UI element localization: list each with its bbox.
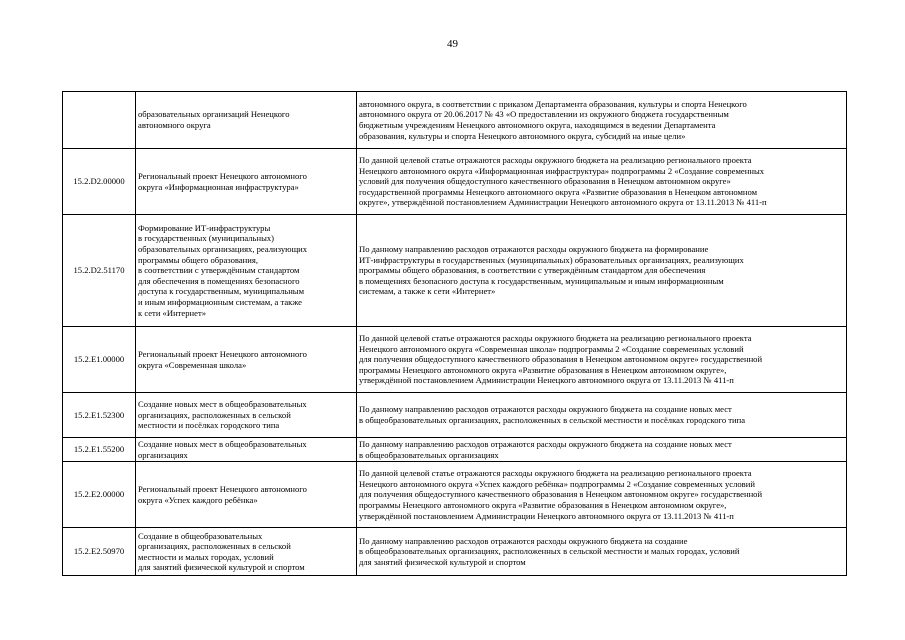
- page-number: 49: [447, 38, 458, 50]
- article-description: [357, 215, 847, 327]
- article-name: [136, 215, 357, 327]
- article-description-line: ИТ-инфраструктуры в государственных (муниципальных) образовательных организациях, реализующих: [359, 254, 744, 265]
- article-description-line: в общеобразовательных организациях, расположенных в сельской местности и посёлках городского типа: [359, 415, 746, 425]
- table-row: [63, 438, 847, 462]
- article-description-line: для получения общедоступного качественного образования в Ненецком автономном округе» государственной: [359, 354, 763, 365]
- article-name-line: доступа к государственным, муниципальным: [138, 286, 305, 297]
- article-description-line: образования, культуры и спорта Ненецкого автономного округа, субсидий на иные цели»: [359, 130, 686, 141]
- article-description-line: утверждённой постановлением Администрации Ненецкого автономного округа от 13.11.2013 № 411-п: [359, 375, 734, 386]
- target-article-code: [63, 92, 136, 149]
- article-name-line: образовательных организациях, реализующих: [138, 244, 308, 255]
- article-description-line: По данной целевой статье отражаются расходы окружного бюджета на реализацию регионального проекта: [359, 155, 752, 166]
- article-name-line: местности и малых городах, условий: [138, 551, 274, 562]
- article-name-line: организациях, расположенных в сельской: [138, 541, 291, 552]
- article-description-line: бюджетным учреждениям Ненецкого автономного округа, находящимся в ведении Департамента: [359, 120, 716, 130]
- article-description-line: для получения общедоступного качественного образования в Ненецком автономном округе» государственной: [359, 489, 763, 500]
- article-description-line: округе», утверждённой постановлением Администрации Ненецкого автономного округа от 13.11.2013 № 411-п: [359, 197, 767, 208]
- article-description-line: По данному направлению расходов отражаются расходы окружного бюджета на создание: [359, 535, 688, 546]
- article-description-line: Ненецкого автономного округа «Современная школа» подпрограммы 2 «Создание современных условий: [359, 343, 744, 354]
- article-name-line: Создание новых мест в общеобразовательных: [138, 439, 307, 449]
- article-description-line: утверждённой постановлением Администрации Ненецкого автономного округа от 13.11.2013 № 411-п: [359, 510, 734, 521]
- article-name-line: в соответствии с утверждённым стандартом: [138, 265, 300, 276]
- article-name-line: Создание в общеобразовательных: [138, 530, 263, 541]
- table-row: [63, 215, 847, 327]
- article-name: [136, 149, 357, 215]
- article-description-line: условий для получения общедоступного качественного образования в Ненецком автономном округе»: [359, 176, 731, 187]
- article-description-line: По данному направлению расходов отражаются расходы окружного бюджета на формирование: [359, 244, 709, 255]
- article-name-line: округа «Информационная инфраструктура»: [138, 181, 299, 192]
- article-description-line: Ненецкого автономного округа «Информационная инфраструктура» подпрограммы 2 «Создание современных: [359, 165, 765, 176]
- article-description: [357, 528, 847, 576]
- article-name-line: в государственных (муниципальных): [138, 233, 274, 244]
- article-name: [136, 92, 357, 149]
- article-description-line: автономного округа, в соответствии с приказом Департамента образования, культуры и спорта Ненецкого: [359, 98, 747, 109]
- table-row: [63, 462, 847, 528]
- article-name-line: округа «Современная школа»: [138, 359, 247, 370]
- article-description-line: в общеобразовательных организациях, расположенных в сельской местности и малых городах, условий: [359, 546, 740, 557]
- article-description-line: государственной программы Ненецкого автономного округа «Развитие образования в Ненецком автономном: [359, 186, 758, 197]
- article-name-line: округа «Успех каждого ребёнка»: [138, 494, 258, 505]
- article-description-line: для занятий физической культурой и спортом: [359, 556, 526, 567]
- table-row: [63, 92, 847, 149]
- article-description-line: По данному направлению расходов отражаются расходы окружного бюджета на создание новых мест: [359, 439, 732, 449]
- article-name-line: местности и посёлках городского типа: [138, 420, 280, 431]
- article-name-line: организациях, расположенных в сельской: [138, 409, 291, 420]
- article-name-line: для обеспечения в помещениях безопасного: [138, 275, 300, 286]
- article-description-line: По данному направлению расходов отражаются расходы окружного бюджета на создание новых мест: [359, 404, 732, 415]
- article-description: [357, 438, 847, 462]
- table-row: [63, 327, 847, 393]
- article-name-line: Региональный проект Ненецкого автономного: [138, 170, 307, 181]
- article-name-line: для занятий физической культурой и спортом: [138, 562, 305, 573]
- article-name-line: программы общего образования,: [138, 254, 258, 265]
- article-description-line: программы Ненецкого автономного округа «Развитие образования в Ненецком автономном округе»,: [359, 364, 727, 375]
- article-description: [357, 462, 847, 528]
- article-description-line: системам, а также к сети «Интернет»: [359, 286, 496, 297]
- article-name: [136, 438, 357, 462]
- article-description-line: автономного округа от 20.06.2017 № 43 «О предоставлении из окружного бюджета государственным: [359, 109, 729, 120]
- table-row: [63, 528, 847, 576]
- article-description: [357, 149, 847, 215]
- target-article-code: 15.2.E2.50970: [63, 528, 136, 576]
- article-name: [136, 393, 357, 438]
- article-description-line: программы общего образования, в соответствии с утверждённым стандартом для обеспечения: [359, 265, 706, 276]
- article-name: [136, 462, 357, 528]
- article-name: [136, 327, 357, 393]
- target-article-code: 15.2.E1.55200: [63, 438, 136, 462]
- article-name-line: Создание новых мест в общеобразовательных: [138, 399, 307, 410]
- article-description: [357, 92, 847, 149]
- target-article-code: 15.2.D2.51170: [63, 215, 136, 327]
- target-article-code: 15.2.E1.00000: [63, 327, 136, 393]
- article-description-line: в общеобразовательных организациях: [359, 449, 499, 460]
- article-description-line: По данной целевой статье отражаются расходы окружного бюджета на реализацию регионального проекта: [359, 333, 752, 344]
- article-name-line: Формирование ИТ-инфраструктуры: [138, 222, 271, 233]
- article-name-line: Региональный проект Ненецкого автономного: [138, 484, 307, 495]
- article-name-line: организациях: [138, 449, 188, 460]
- target-article-code: 15.2.D2.00000: [63, 149, 136, 215]
- table-row: [63, 393, 847, 438]
- article-description: [357, 327, 847, 393]
- article-description-line: программы Ненецкого автономного округа «Развитие образования в Ненецком автономном округе»,: [359, 499, 727, 510]
- article-description-line: в помещениях безопасного доступа к государственным, муниципальным и иным информационным: [359, 275, 724, 286]
- article-name-line: к сети «Интернет»: [138, 307, 206, 318]
- article-name: [136, 528, 357, 576]
- article-name-line: образовательных организаций Ненецкого: [138, 109, 290, 120]
- article-description: [357, 393, 847, 438]
- table-row: [63, 149, 847, 215]
- target-article-code: 15.2.E1.52300: [63, 393, 136, 438]
- article-description-line: Ненецкого автономного округа «Успех каждого ребёнка» подпрограммы 2 «Создание современных условий: [359, 478, 755, 489]
- article-name-line: Региональный проект Ненецкого автономного: [138, 348, 307, 359]
- article-description-line: По данной целевой статье отражаются расходы окружного бюджета на реализацию регионального проекта: [359, 468, 752, 479]
- article-name-line: и иным информационным системам, а также: [138, 296, 302, 307]
- article-name-line: автономного округа: [138, 120, 211, 130]
- budget-classification-table: [62, 91, 847, 576]
- target-article-code: 15.2.E2.00000: [63, 462, 136, 528]
